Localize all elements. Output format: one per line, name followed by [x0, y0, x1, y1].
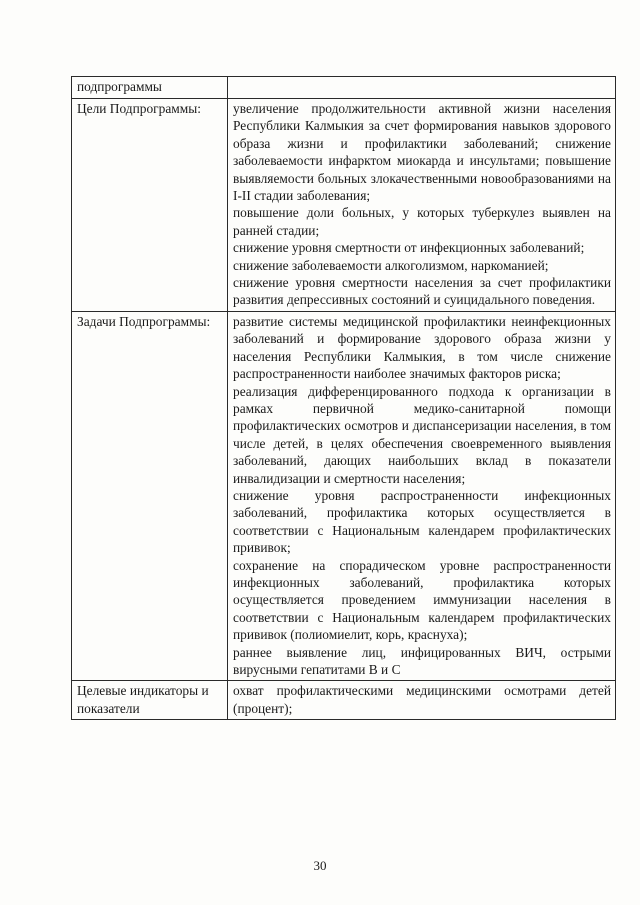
goal-item: снижение уровня смертности населения за счет профилактики развития депрессивных состояний и суицидального поведения. — [233, 275, 611, 308]
row-content — [228, 77, 616, 99]
goal-item: увеличение продолжительности активной жизни населения Республики Калмыкия за счет формирования навыков здорового образа жизни и профилактики заболеваний; снижение заболеваемости инфарктом миокарда и инсультами; повышение выявляемости больных злокачественными новообразованиями на I-II стадии заболевания; — [233, 101, 611, 204]
row-content — [228, 311, 616, 681]
task-item: раннее выявление лиц, инфицированных ВИЧ, острыми вирусными гепатитами В и С — [233, 644, 611, 677]
indicator-item: охват профилактическими медицинскими осмотрами детей (процент); — [233, 683, 611, 716]
row-label: Целевые индикаторы и показатели — [72, 681, 228, 720]
goal-item: повышение доли больных, у которых туберкулез выявлен на ранней стадии; — [233, 205, 611, 238]
table-row — [72, 681, 616, 720]
task-item: снижение уровня распространенности инфекционных заболеваний, профилактика которых осуществляется в соответствии с Национальным календарем профилактических прививок; — [233, 487, 611, 556]
task-item: реализация дифференцированного подхода к организации в рамках первичной медико-санитарной помощи профилактических осмотров и диспансеризации населения, в том числе детей, в целях обеспечения своевременного выявления заболеваний, дающих наибольших вклад в показатели инвалидизации и смертности населения; — [233, 383, 611, 486]
goal-item: снижение уровня смертности от инфекционных заболеваний; — [233, 240, 585, 256]
row-label: подпрограммы — [72, 77, 228, 99]
page-number: 30 — [313, 858, 327, 873]
program-passport-table — [71, 76, 616, 720]
row-content — [228, 681, 616, 720]
table-row — [72, 99, 616, 312]
row-label: Задачи Подпрограммы: — [72, 311, 228, 681]
table-row — [72, 77, 616, 99]
table-row — [72, 311, 616, 681]
goal-item: снижение заболеваемости алкоголизмом, наркоманией; — [233, 257, 549, 273]
task-item: развитие системы медицинской профилактики неинфекционных заболеваний и формирование здорового образа жизни у населения Республики Калмыкия, в том числе снижение распространенности наиболее значимых факторов риска; — [233, 313, 611, 382]
row-label: Цели Подпрограммы: — [72, 99, 228, 312]
row-content — [228, 99, 616, 312]
task-item: сохранение на спорадическом уровне распространенности инфекционных заболеваний, профилактика которых осуществляется проведением иммунизации населения в соответствии с Национальным календарем профилактических прививок (полиомиелит, корь, краснуха); — [233, 557, 611, 643]
